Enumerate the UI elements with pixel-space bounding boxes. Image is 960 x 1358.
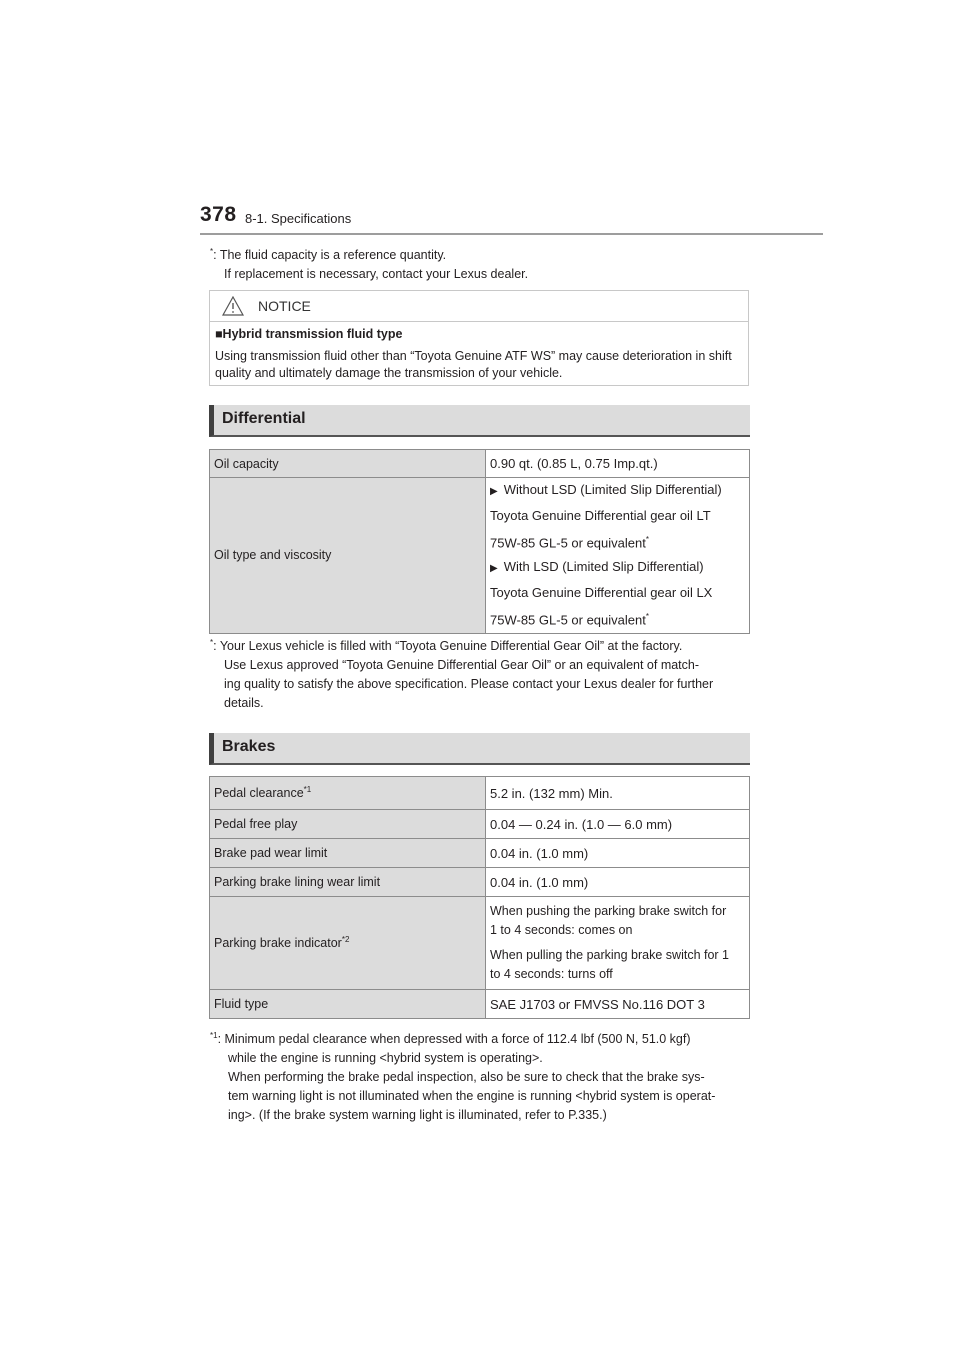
footnote-line: : The fluid capacity is a reference quantity. — [213, 248, 447, 263]
triangle-bullet-icon: ▶ — [490, 486, 498, 497]
pedal-free-play-value: 0.04 — 0.24 in. (1.0 — 6.0 mm) — [486, 810, 750, 839]
parking-indicator-label — [210, 897, 486, 990]
oil-type-value — [486, 478, 750, 634]
indicator-line: When pushing the parking brake switch for — [490, 904, 727, 918]
warning-triangle-icon — [222, 296, 244, 316]
parking-indicator-value — [486, 897, 750, 990]
notice-header — [210, 291, 748, 322]
brakes-heading — [209, 733, 750, 765]
asterisk-mark: * — [645, 612, 649, 622]
indicator-line: 1 to 4 seconds: comes on — [490, 923, 633, 937]
indicator-line: When pulling the parking brake switch for 1 — [490, 948, 730, 962]
fluid-type-label: Fluid type — [210, 990, 486, 1019]
differential-title: Differential — [222, 410, 306, 427]
fluid-capacity-footnote — [210, 242, 770, 284]
footnote-mark: *1 — [210, 1031, 218, 1040]
notice-title: NOTICE — [258, 298, 311, 314]
brakes-title: Brakes — [222, 738, 276, 755]
header-divider — [200, 233, 823, 235]
notice-box — [209, 290, 749, 386]
with-lsd-oil-line2: 75W-85 GL-5 or equivalent — [490, 612, 646, 628]
section-title: 8-1. Specifications — [245, 211, 352, 226]
table-row — [210, 478, 750, 634]
footnote-line: : Your Lexus vehicle is filled with “Toyota Genuine Differential Gear Oil” at the factory. — [213, 639, 683, 654]
parking-indicator-text: Parking brake indicator — [214, 936, 342, 951]
without-lsd-heading: Without LSD (Limited Slip Differential) — [503, 482, 722, 497]
footnote-line: Use Lexus approved “Toyota Genuine Differential Gear Oil” or an equivalent of match- — [224, 658, 700, 673]
parking-lining-value: 0.04 in. (1.0 mm) — [486, 868, 750, 897]
footnote-line: ing>. (If the brake system warning light is illuminated, refer to P.335.) — [228, 1108, 607, 1123]
pedal-clearance-label — [210, 777, 486, 810]
with-lsd-heading: With LSD (Limited Slip Differential) — [503, 559, 704, 575]
pedal-clearance-value: 5.2 in. (132 mm) Min. — [486, 777, 750, 810]
pedal-clearance-text: Pedal clearance — [214, 786, 304, 801]
brake-pad-label: Brake pad wear limit — [210, 839, 486, 868]
without-lsd-oil-line1: Toyota Genuine Differential gear oil LT — [490, 508, 711, 523]
oil-type-label: Oil type and viscosity — [210, 478, 486, 634]
asterisk-mark: * — [645, 535, 649, 544]
indicator-line: to 4 seconds: turns off — [490, 967, 613, 981]
parking-lining-label: Parking brake lining wear limit — [210, 868, 486, 897]
brakes-footnote — [210, 1026, 760, 1125]
fluid-type-value: SAE J1703 or FMVSS No.116 DOT 3 — [486, 990, 750, 1019]
footnote-line: ing quality to satisfy the above specification. Please contact your Lexus dealer for further — [224, 677, 714, 692]
differential-table — [209, 449, 750, 634]
footnote-mark: * — [210, 247, 214, 256]
footnote-line: while the engine is running <hybrid system is operating>. — [228, 1051, 543, 1066]
footnote-line: details. — [224, 696, 264, 711]
differential-heading — [209, 405, 750, 437]
footnote-line: If replacement is necessary, contact your Lexus dealer. — [224, 267, 529, 282]
table-row — [210, 810, 750, 839]
table-row — [210, 777, 750, 810]
footnote-line: When performing the brake pedal inspection, also be sure to check that the brake sys- — [228, 1070, 705, 1085]
table-row — [210, 839, 750, 868]
table-row — [210, 990, 750, 1019]
footnote-ref: *1 — [303, 785, 312, 795]
triangle-bullet-icon: ▶ — [490, 563, 498, 575]
footnote-line: : Minimum pedal clearance when depressed with a force of 112.4 lbf (500 N, 51.0 kgf) — [217, 1032, 691, 1047]
notice-subheading: ■Hybrid transmission fluid type — [215, 327, 403, 341]
oil-capacity-value: 0.90 qt. (0.85 L, 0.75 Imp.qt.) — [486, 450, 750, 478]
brake-pad-value: 0.04 in. (1.0 mm) — [486, 839, 750, 868]
table-row — [210, 897, 750, 990]
with-lsd-oil-line1: Toyota Genuine Differential gear oil LX — [490, 585, 713, 601]
footnote-mark: * — [210, 638, 214, 647]
page-number: 378 — [200, 203, 237, 226]
table-row — [210, 450, 750, 478]
footnote-ref: *2 — [341, 935, 350, 945]
footnote-line: tem warning light is not illuminated when the engine is running <hybrid system is operat- — [228, 1089, 716, 1104]
notice-text: Using transmission fluid other than “Toyota Genuine ATF WS” may cause deterioration in shift quality and ultimately damage the transmission of your vehicle. — [215, 349, 732, 380]
oil-capacity-label: Oil capacity — [210, 450, 486, 478]
without-lsd-oil-line2: 75W-85 GL-5 or equivalent — [490, 535, 646, 551]
table-row — [210, 868, 750, 897]
pedal-free-play-label: Pedal free play — [210, 810, 486, 839]
brakes-table — [209, 776, 750, 1019]
differential-footnote — [210, 633, 755, 713]
